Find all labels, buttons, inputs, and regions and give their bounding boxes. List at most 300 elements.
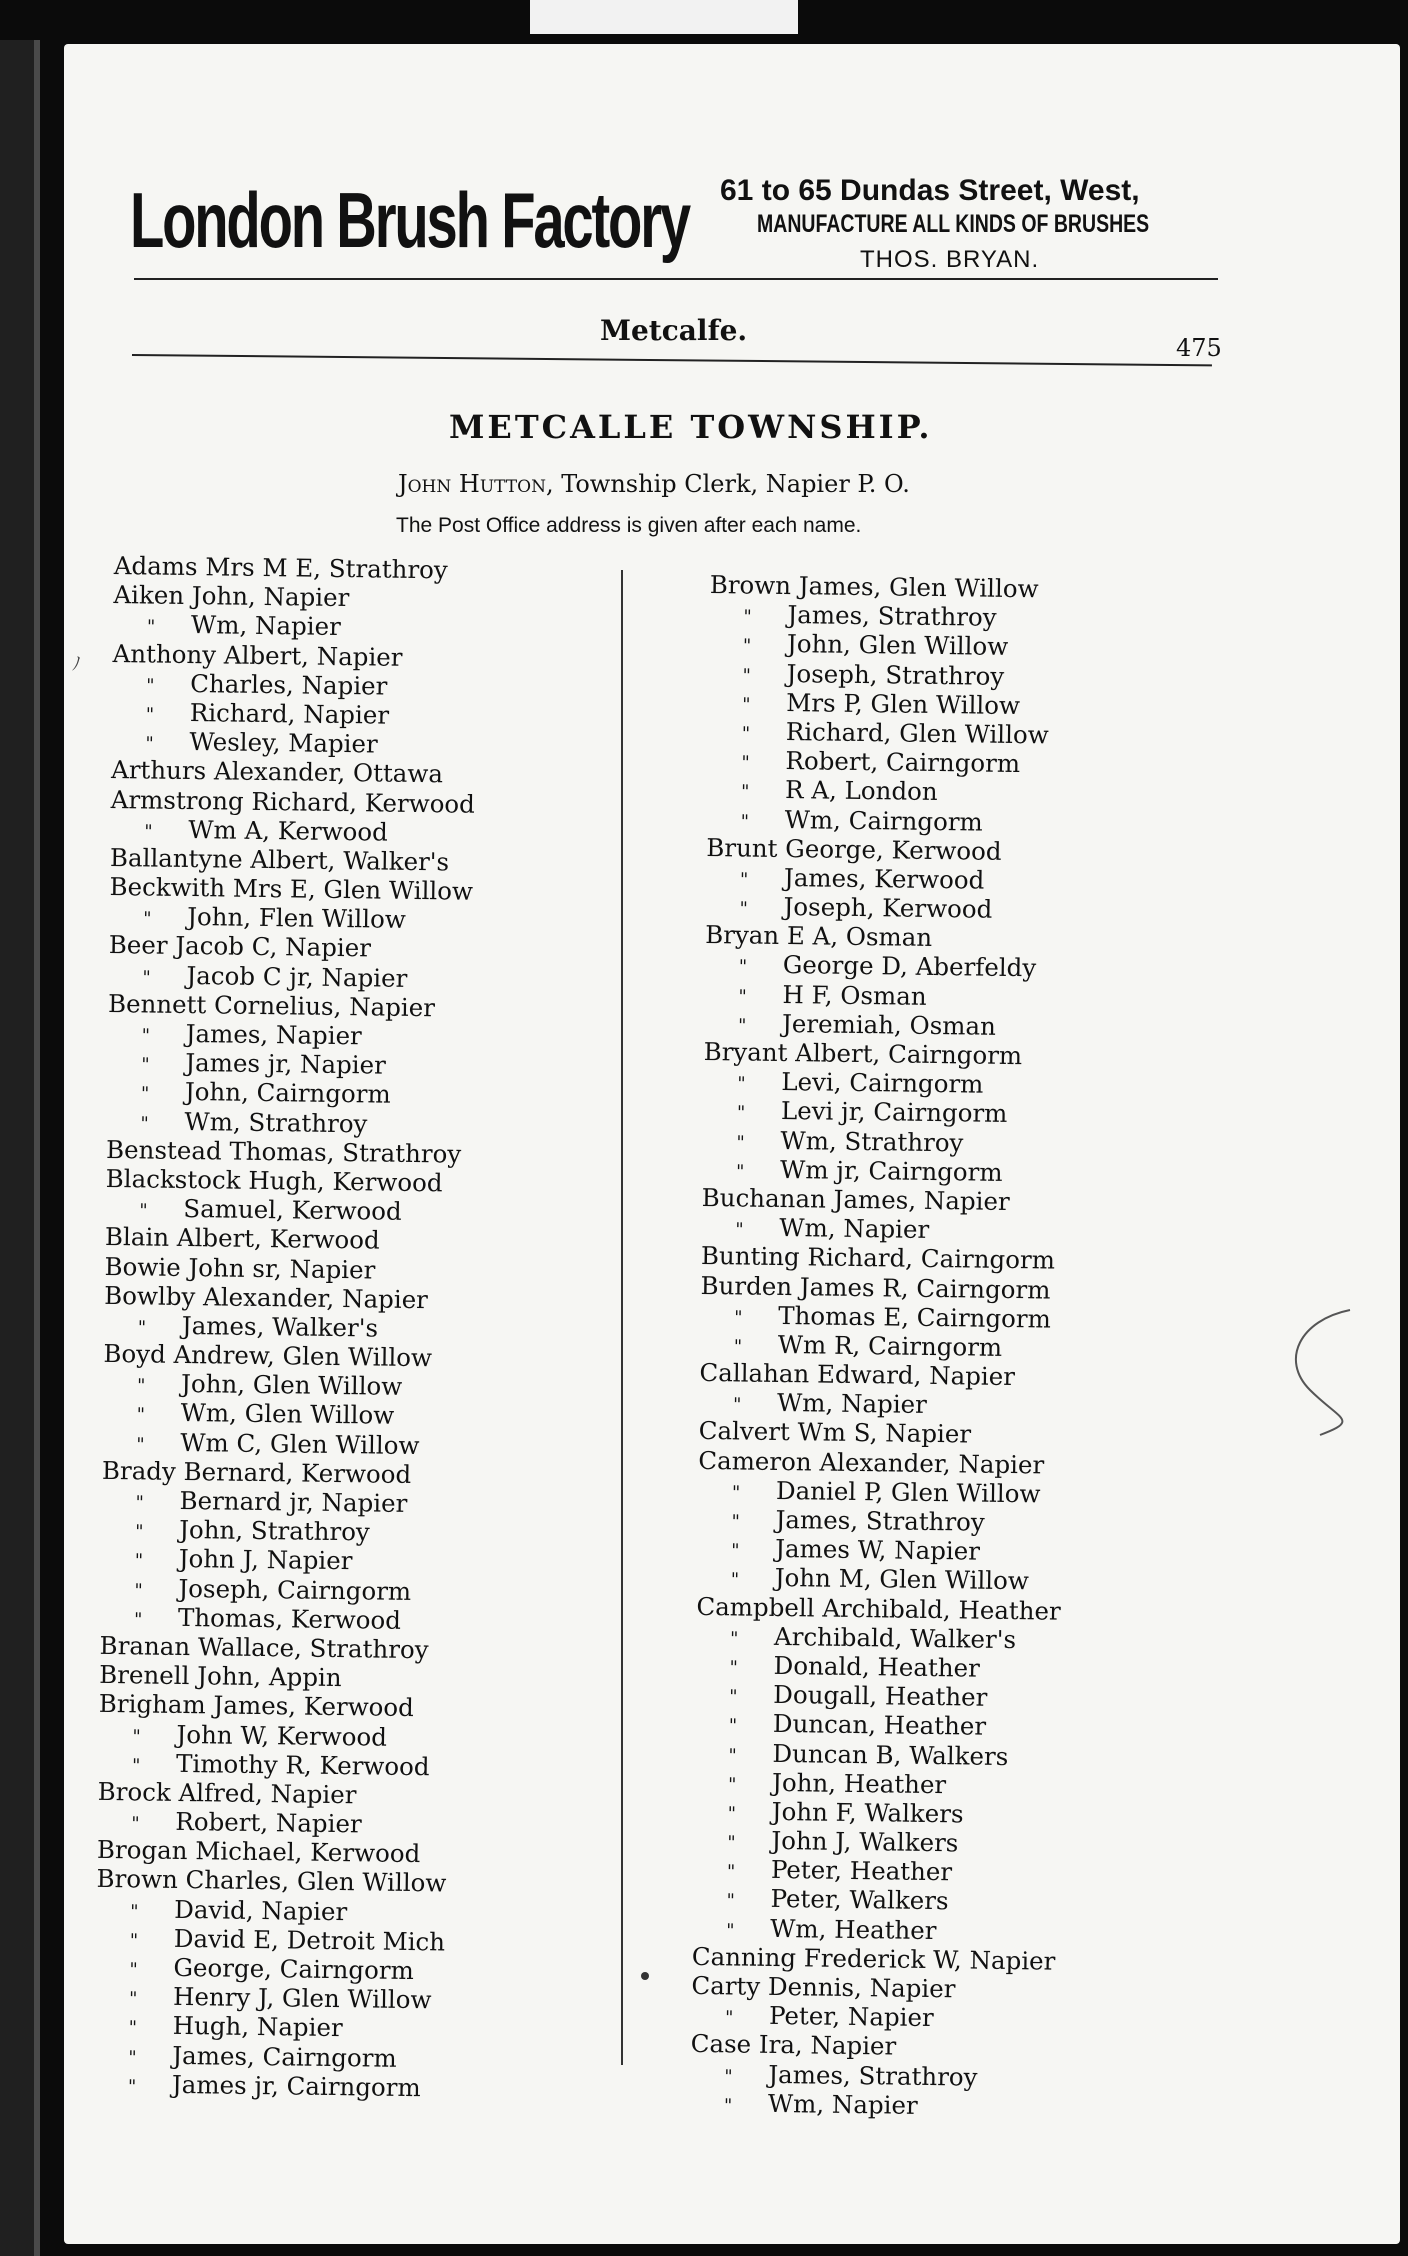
- entry-text: Case Ira, Napier: [690, 2029, 897, 2061]
- township-clerk-line: [398, 470, 910, 498]
- entry-text: Jeremiah, Osman: [781, 1008, 997, 1041]
- directory-subentry: [694, 1767, 1059, 1801]
- directory-subentry: [701, 1212, 1066, 1246]
- ditto-mark: ": [734, 1307, 743, 1329]
- ditto-mark: ": [726, 1919, 735, 1942]
- directory-entry: [111, 784, 475, 818]
- ditto-mark: ": [742, 694, 751, 716]
- directory-subentry: [695, 1650, 1060, 1684]
- directory-subentry: [706, 862, 1071, 896]
- entry-text: John, Glen Willow: [180, 1369, 403, 1402]
- ditto-mark: ": [136, 1433, 145, 1456]
- ditto-mark: ": [128, 2017, 138, 2039]
- ditto-mark: ": [741, 752, 750, 774]
- entry-text: Robert, Napier: [175, 1806, 362, 1839]
- directory-entry: [691, 2029, 1056, 2063]
- entry-text: Beckwith Mrs E, Glen Willow: [109, 872, 474, 906]
- directory-entry: [99, 1631, 463, 1665]
- directory-entry: [702, 1183, 1067, 1217]
- directory-entry: [706, 833, 1071, 867]
- entry-text: Wm, Napier: [776, 1388, 928, 1420]
- directory-entry: [699, 1358, 1064, 1392]
- directory-entry: [96, 1864, 460, 1898]
- entry-text: John J, Napier: [178, 1544, 353, 1576]
- ditto-mark: ": [736, 1102, 746, 1124]
- ditto-mark: ": [735, 1219, 744, 1241]
- entry-text: Blain Albert, Kerwood: [104, 1222, 380, 1255]
- entry-text: Wm jr, Cairngorm: [779, 1154, 1003, 1187]
- entry-text: John M, Glen Willow: [774, 1563, 1030, 1596]
- directory-entry: [97, 1835, 461, 1869]
- ditto-mark: ": [128, 1988, 138, 2010]
- ditto-mark: ": [134, 1550, 144, 1572]
- directory-entry: [692, 1942, 1057, 1976]
- entry-text: Duncan B, Walkers: [772, 1738, 1009, 1771]
- entry-text: Boyd Andrew, Glen Willow: [103, 1338, 433, 1373]
- directory-entry: [699, 1416, 1064, 1450]
- entry-text: Brady Bernard, Kerwood: [101, 1455, 412, 1489]
- directory-subentry: [104, 1310, 468, 1344]
- entry-text: Callahan Edward, Napier: [699, 1357, 1016, 1392]
- ditto-mark: ": [146, 616, 156, 638]
- directory-subentry: [707, 774, 1072, 808]
- entry-text: Blackstock Hugh, Kerwood: [105, 1163, 443, 1198]
- directory-subentry: [98, 1718, 462, 1752]
- ditto-mark: ": [740, 781, 750, 803]
- directory-subentry: [705, 891, 1070, 925]
- entry-text: Brogan Michael, Kerwood: [96, 1835, 421, 1869]
- running-head: Metcalfe.: [600, 314, 748, 347]
- entry-text: Carty Dennis, Napier: [691, 1970, 956, 2004]
- entry-text: Timothy R, Kerwood: [175, 1748, 430, 1781]
- ditto-mark: ": [733, 1336, 743, 1358]
- ditto-mark: ": [130, 1900, 139, 1923]
- ditto-mark: ": [729, 1628, 739, 1650]
- directory-subentry: [691, 2000, 1056, 2034]
- entry-text: Duncan, Heather: [772, 1709, 987, 1742]
- entry-text: James jr, Cairngorm: [171, 2069, 421, 2102]
- entry-text: R A, London: [784, 775, 938, 807]
- directory-subentry: [697, 1533, 1062, 1567]
- directory-entry: [110, 843, 474, 877]
- ditto-mark: ": [728, 1715, 738, 1737]
- directory-entry: [104, 1251, 468, 1285]
- ditto-mark: ": [727, 1803, 737, 1825]
- directory-entry: [106, 1135, 470, 1169]
- ditto-mark: ": [739, 869, 749, 891]
- clerk-details: , Township Clerk, Napier P. O.: [545, 470, 910, 498]
- entry-text: H F, Osman: [782, 979, 927, 1011]
- entry-text: Levi jr, Cairngorm: [780, 1096, 1008, 1129]
- directory-entry: [701, 1241, 1066, 1275]
- ditto-mark: ": [131, 1755, 141, 1777]
- entry-text: Donald, Heather: [773, 1650, 981, 1683]
- directory-entry: [700, 1270, 1065, 1304]
- ditto-mark: ": [731, 1482, 741, 1504]
- entry-text: Campbell Archibald, Heather: [696, 1591, 1061, 1626]
- entry-text: Anthony Albert, Napier: [112, 638, 403, 672]
- ditto-mark: ": [141, 1054, 150, 1076]
- directory-subentry: [109, 901, 473, 935]
- directory-subentry: [101, 1514, 465, 1548]
- ditto-mark: ": [724, 2065, 733, 2087]
- entry-text: Bennett Cornelius, Napier: [107, 988, 436, 1023]
- ditto-mark: ": [134, 1579, 143, 1602]
- directory-subentry: [693, 1825, 1058, 1859]
- directory-subentry: [696, 1621, 1061, 1655]
- entry-text: Charles, Napier: [190, 668, 388, 701]
- entry-text: Armstrong Richard, Kerwood: [110, 784, 476, 819]
- directory-subentry: [95, 2010, 459, 2044]
- entry-text: Buchanan James, Napier: [701, 1182, 1010, 1216]
- directory-entry: [705, 920, 1070, 954]
- entry-text: James, Kerwood: [783, 862, 985, 895]
- ditto-mark: ": [727, 1832, 736, 1854]
- pencil-mark: ﾉ: [72, 654, 81, 675]
- directory-subentry: [709, 628, 1074, 662]
- directory-entry: [109, 930, 473, 964]
- ditto-mark: ": [139, 1200, 148, 1222]
- entry-text: Aiken John, Napier: [113, 580, 350, 613]
- directory-subentry: [704, 979, 1069, 1013]
- ditto-mark: ": [136, 1375, 146, 1397]
- directory-subentry: [107, 1076, 471, 1110]
- entry-text: Bowie John sr, Napier: [104, 1251, 376, 1284]
- entry-text: Wm, Cairngorm: [784, 804, 983, 837]
- directory-subentry: [111, 726, 475, 760]
- directory-subentry: [692, 1883, 1057, 1917]
- directory-subentry: [113, 609, 477, 643]
- directory-column-right: [690, 570, 1075, 2122]
- directory-subentry: [690, 2088, 1055, 2122]
- directory-subentry: [105, 1193, 469, 1227]
- directory-subentry: [695, 1679, 1060, 1713]
- directory-entry: [691, 1971, 1056, 2005]
- directory-subentry: [96, 1894, 460, 1928]
- directory-subentry: [110, 814, 474, 848]
- ditto-mark: ": [144, 821, 153, 843]
- entry-text: Wm, Napier: [779, 1213, 930, 1245]
- ad-owner: THOS. BRYAN.: [860, 246, 1040, 273]
- entry-text: John J, Walkers: [771, 1825, 959, 1858]
- ad-tagline: MANUFACTURE ALL KINDS OF BRUSHES: [757, 210, 1150, 238]
- ditto-mark: ": [723, 2095, 733, 2117]
- directory-subentry: [98, 1748, 462, 1782]
- directory-subentry: [95, 1952, 459, 1986]
- entry-text: James, Walker's: [181, 1310, 379, 1343]
- directory-subentry: [708, 658, 1073, 692]
- ditto-mark: ": [136, 1404, 146, 1426]
- directory-subentry: [97, 1806, 461, 1840]
- directory-subentry: [100, 1602, 464, 1636]
- ditto-mark: ": [135, 1492, 144, 1514]
- entry-text: Joseph, Strathroy: [786, 658, 1005, 691]
- directory-subentry: [709, 599, 1074, 633]
- entry-text: Wm C, Glen Willow: [180, 1427, 420, 1460]
- directory-entry: [109, 872, 473, 906]
- ditto-mark: ": [742, 635, 752, 657]
- ditto-mark: ": [143, 908, 152, 930]
- entry-text: Wm, Napier: [190, 610, 341, 642]
- entry-text: James W, Napier: [775, 1534, 981, 1566]
- directory-subentry: [705, 949, 1070, 983]
- ad-address: 61 to 65 Dundas Street, West,: [720, 174, 1140, 207]
- entry-text: George, Cairngorm: [173, 1952, 414, 1986]
- entry-text: Levi, Cairngorm: [781, 1067, 984, 1099]
- entry-text: James, Cairngorm: [172, 2040, 397, 2073]
- entry-text: Bowlby Alexander, Napier: [104, 1280, 429, 1314]
- entry-text: Brown Charles, Glen Willow: [96, 1864, 447, 1898]
- ditto-mark: ": [729, 1657, 739, 1679]
- directory-subentry: [102, 1427, 466, 1461]
- ditto-mark: ": [726, 1890, 735, 1912]
- entry-text: James, Strathroy: [787, 600, 997, 632]
- entry-text: Burden James R, Cairngorm: [700, 1270, 1051, 1305]
- entry-text: Wm, Napier: [767, 2088, 918, 2120]
- entry-text: John, Flen Willow: [187, 902, 406, 935]
- ditto-mark: ": [728, 1744, 737, 1766]
- directory-subentry: [698, 1475, 1063, 1509]
- ditto-mark: ": [141, 1025, 151, 1047]
- ditto-mark: ": [131, 1813, 140, 1835]
- entry-text: John W, Kerwood: [176, 1719, 388, 1752]
- directory-subentry: [101, 1543, 465, 1577]
- ditto-mark: ": [145, 704, 155, 726]
- page-number: 475: [1176, 334, 1222, 362]
- directory-subentry: [106, 1106, 470, 1140]
- entry-text: Brown James, Glen Willow: [709, 570, 1039, 604]
- post-office-note: The Post Office address is given after each name.: [396, 514, 862, 537]
- entry-text: Wm R, Cairngorm: [777, 1329, 1003, 1362]
- ditto-mark: ": [736, 1131, 745, 1154]
- ditto-mark: ": [142, 967, 151, 989]
- directory-entry: [102, 1456, 466, 1490]
- ditto-mark: ": [135, 1521, 144, 1543]
- directory-entry: [99, 1689, 463, 1723]
- entry-text: Peter, Heather: [770, 1855, 953, 1887]
- entry-text: Mrs P, Glen Willow: [786, 687, 1021, 720]
- ditto-mark: ": [738, 956, 748, 978]
- entry-text: Daniel P, Glen Willow: [775, 1475, 1041, 1509]
- directory-entry: [108, 989, 472, 1023]
- directory-entry: [696, 1591, 1061, 1625]
- directory-subentry: [690, 2058, 1055, 2092]
- ditto-mark: ": [140, 1083, 150, 1105]
- directory-entry: [698, 1446, 1063, 1480]
- entry-text: Canning Frederick W, Napier: [691, 1941, 1056, 1976]
- ditto-mark: ": [735, 1161, 745, 1183]
- entry-text: James, Napier: [185, 1018, 362, 1051]
- entry-text: Brock Alfred, Napier: [97, 1776, 357, 1810]
- directory-subentry: [703, 1066, 1068, 1100]
- directory-subentry: [694, 1737, 1059, 1771]
- entry-text: Peter, Walkers: [770, 1884, 949, 1916]
- directory-entry: [113, 580, 477, 614]
- entry-text: John, Cairngorm: [184, 1077, 391, 1110]
- ditto-mark: ": [133, 1609, 143, 1631]
- entry-text: Bunting Richard, Cairngorm: [700, 1241, 1056, 1275]
- margin-scratch: [1280, 1300, 1370, 1440]
- ditto-mark: ": [129, 1959, 138, 1981]
- directory-subentry: [108, 1018, 472, 1052]
- directory-entry: [710, 570, 1075, 604]
- entry-text: Branan Wallace, Strathroy: [99, 1630, 429, 1665]
- entry-text: John, Strathroy: [179, 1515, 370, 1547]
- ditto-mark: ": [140, 1112, 149, 1135]
- directory-subentry: [707, 745, 1072, 779]
- ditto-mark: ": [732, 1394, 742, 1416]
- entry-text: Wm, Heather: [770, 1913, 937, 1945]
- entry-text: Bryant Albert, Cairngorm: [703, 1036, 1023, 1071]
- advertisement-banner: [130, 170, 1230, 280]
- entry-text: Wesley, Mapier: [189, 727, 378, 759]
- directory-subentry: [697, 1504, 1062, 1538]
- entry-text: Wm, Strathroy: [780, 1125, 964, 1157]
- directory-subentry: [112, 668, 476, 702]
- directory-column-left: [94, 551, 478, 2103]
- ditto-mark: ": [145, 733, 154, 755]
- section-title: METCALLE TOWNSHIP.: [449, 408, 933, 446]
- entry-text: Joseph, Cairngorm: [178, 1573, 412, 1606]
- directory-entry: [111, 755, 475, 789]
- entry-text: James, Strathroy: [768, 2059, 978, 2092]
- ditto-mark: ": [129, 1930, 139, 1952]
- directory-entry: [99, 1660, 463, 1694]
- entry-text: Robert, Cairngorm: [785, 746, 1021, 779]
- column-divider: [621, 570, 623, 2065]
- entry-text: Wm A, Kerwood: [188, 814, 389, 847]
- ditto-mark: ": [743, 606, 752, 628]
- directory-subentry: [692, 1913, 1057, 1947]
- directory-entry: [114, 551, 478, 585]
- entry-text: Richard, Glen Willow: [785, 716, 1049, 750]
- directory-subentry: [699, 1387, 1064, 1421]
- entry-text: John F, Walkers: [771, 1796, 964, 1829]
- ditto-mark: ": [137, 1317, 147, 1339]
- directory-entry: [98, 1777, 462, 1811]
- entry-text: Archibald, Walker's: [773, 1621, 1017, 1654]
- directory-subentry: [103, 1368, 467, 1402]
- ad-brand-name: London Brush Factory: [130, 176, 689, 264]
- directory-entry: [104, 1281, 468, 1315]
- entry-text: Calvert Wm S, Napier: [698, 1416, 972, 1449]
- ditto-mark: ": [741, 723, 751, 745]
- entry-text: Benstead Thomas, Strathroy: [105, 1134, 462, 1169]
- entry-text: David E, Detroit Mich: [173, 1923, 446, 1957]
- directory-entry: [112, 639, 476, 673]
- film-edge-slit: [530, 0, 798, 34]
- ditto-mark: ": [737, 1015, 747, 1037]
- entry-text: James jr, Napier: [185, 1048, 386, 1080]
- entry-text: Hugh, Napier: [172, 2011, 343, 2043]
- directory-subentry: [695, 1708, 1060, 1742]
- directory-subentry: [704, 1008, 1069, 1042]
- entry-text: Thomas, Kerwood: [177, 1602, 402, 1635]
- entry-text: Bryan E A, Osman: [705, 920, 933, 953]
- directory-subentry: [697, 1562, 1062, 1596]
- entry-text: David, Napier: [174, 1894, 348, 1926]
- ditto-mark: ": [729, 1686, 738, 1708]
- directory-entry: [103, 1339, 467, 1373]
- ditto-mark: ": [737, 1073, 746, 1095]
- entry-text: John, Heather: [771, 1767, 947, 1799]
- ditto-mark: ": [132, 1725, 141, 1747]
- entry-text: James, Strathroy: [775, 1504, 985, 1537]
- directory-subentry: [103, 1397, 467, 1431]
- entry-text: Samuel, Kerwood: [183, 1194, 402, 1226]
- ditto-mark: ": [727, 1774, 737, 1796]
- directory-subentry: [700, 1300, 1065, 1334]
- directory-subentry: [107, 1047, 471, 1081]
- directory-subentry: [703, 1095, 1068, 1129]
- directory-entry: [704, 1037, 1069, 1071]
- entry-text: Ballantyne Albert, Walker's: [109, 842, 450, 877]
- directory-subentry: [100, 1572, 464, 1606]
- entry-text: Joseph, Kerwood: [783, 892, 993, 924]
- entry-text: Henry J, Glen Willow: [172, 1982, 432, 2015]
- ditto-mark: ": [730, 1569, 740, 1591]
- entry-text: Richard, Napier: [189, 697, 390, 730]
- directory-subentry: [96, 1923, 460, 1957]
- entry-text: John, Glen Willow: [786, 629, 1009, 662]
- ditto-mark: ": [724, 2007, 734, 2029]
- ditto-mark: ": [742, 664, 752, 687]
- directory-subentry: [95, 1981, 459, 2015]
- directory-subentry: [700, 1329, 1065, 1363]
- directory-subentry: [108, 960, 472, 994]
- directory-subentry: [693, 1854, 1058, 1888]
- ditto-mark: ": [731, 1511, 740, 1533]
- directory-entry: [106, 1164, 470, 1198]
- entry-text: Cameron Alexander, Napier: [698, 1445, 1045, 1480]
- ditto-mark: ": [739, 898, 748, 920]
- directory-subentry: [707, 803, 1072, 837]
- entry-text: Thomas E, Cairngorm: [778, 1300, 1052, 1334]
- directory-subentry: [702, 1154, 1067, 1188]
- ditto-mark: ": [731, 1540, 740, 1562]
- entry-text: Beer Jacob C, Napier: [108, 930, 372, 963]
- ditto-mark: ": [738, 986, 747, 1008]
- directory-subentry: [94, 2069, 458, 2103]
- entry-text: Arthurs Alexander, Ottawa: [110, 755, 444, 789]
- clerk-name: John Hutton: [398, 470, 546, 498]
- entry-text: Dougall, Heather: [773, 1680, 988, 1712]
- directory-subentry: [708, 716, 1073, 750]
- directory-subentry: [708, 687, 1073, 721]
- entry-text: Peter, Napier: [768, 2001, 934, 2033]
- directory-subentry: [101, 1485, 465, 1519]
- entry-text: Wm, Strathroy: [184, 1106, 368, 1138]
- entry-text: Wm, Glen Willow: [180, 1398, 395, 1431]
- entry-text: Brenell John, Appin: [99, 1660, 342, 1693]
- ditto-mark: ": [726, 1861, 736, 1883]
- ditto-mark: ": [740, 810, 750, 833]
- directory-subentry: [94, 2039, 458, 2073]
- directory-subentry: [702, 1125, 1067, 1159]
- entry-text: Jacob C jr, Napier: [186, 960, 408, 993]
- facing-page-edge: [0, 40, 40, 2256]
- entry-text: Adams Mrs M E, Strathroy: [113, 551, 448, 585]
- entry-text: George D, Aberfeldy: [782, 950, 1037, 983]
- directory-entry: [105, 1222, 469, 1256]
- directory-subentry: [112, 697, 476, 731]
- header-rule-top: [134, 278, 1218, 280]
- ditto-mark: ": [127, 2076, 137, 2098]
- ink-dot: [641, 1972, 649, 1980]
- entry-text: Brunt George, Kerwood: [706, 832, 1002, 866]
- directory-subentry: [694, 1796, 1059, 1830]
- ditto-mark: ": [128, 2046, 137, 2068]
